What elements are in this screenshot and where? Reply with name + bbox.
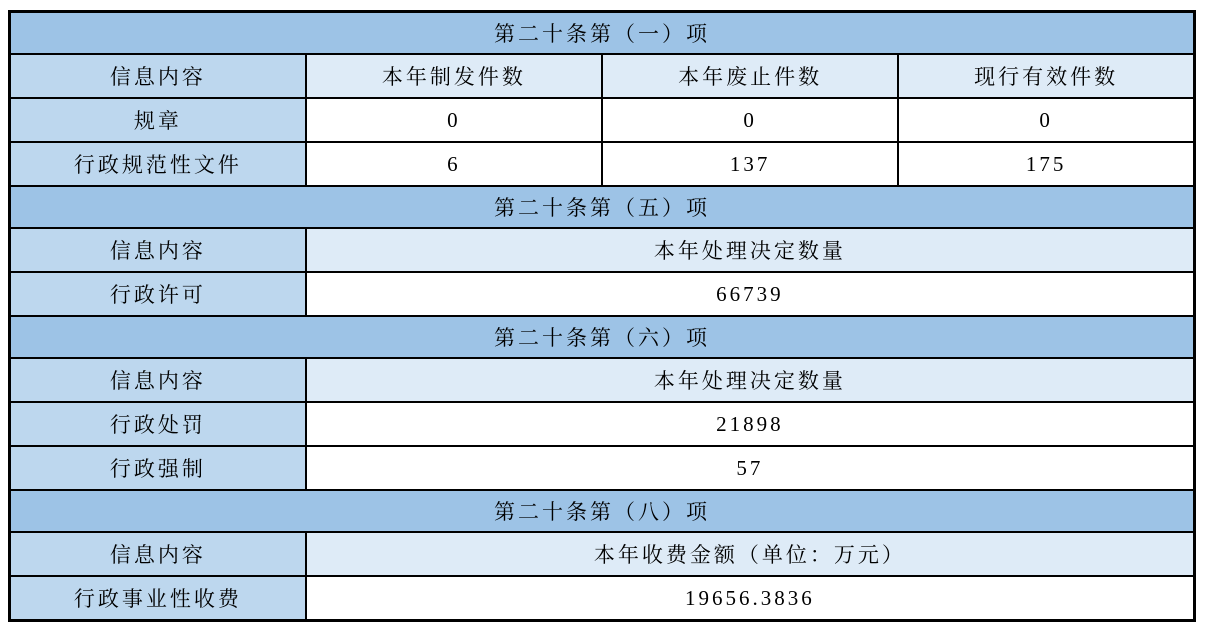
row-label-administrative-penalty: 行政处罚: [10, 402, 306, 446]
section-2-column-header-decisions: 本年处理决定数量: [306, 228, 1195, 272]
cell-value: 19656.3836: [306, 576, 1195, 621]
section-1-column-header-repealed: 本年废止件数: [602, 54, 898, 98]
section-4-info-content-label: 信息内容: [10, 532, 306, 576]
section-3-info-content-label: 信息内容: [10, 358, 306, 402]
section-3-title: 第二十条第（六）项: [10, 316, 1195, 358]
cell-value: 0: [306, 98, 602, 142]
cell-value: 0: [898, 98, 1194, 142]
cell-value: 6: [306, 142, 602, 186]
table-row: [10, 402, 1195, 446]
row-label-normative-documents: 行政规范性文件: [10, 142, 306, 186]
section-1-header-row: [10, 12, 1195, 55]
section-4-column-header-row: [10, 532, 1195, 576]
cell-value: 175: [898, 142, 1194, 186]
disclosure-report-table: [8, 10, 1196, 622]
cell-value: 137: [602, 142, 898, 186]
section-1-title: 第二十条第（一）项: [10, 12, 1195, 55]
row-label-administrative-fees: 行政事业性收费: [10, 576, 306, 621]
section-3-header-row: [10, 316, 1195, 358]
table-row: [10, 576, 1195, 621]
section-2-header-row: [10, 186, 1195, 228]
section-4-header-row: [10, 490, 1195, 532]
cell-value: 57: [306, 446, 1195, 490]
row-label-rules: 规章: [10, 98, 306, 142]
cell-value: 0: [602, 98, 898, 142]
row-label-administrative-licensing: 行政许可: [10, 272, 306, 316]
cell-value: 21898: [306, 402, 1195, 446]
row-label-administrative-coercion: 行政强制: [10, 446, 306, 490]
section-1-column-header-issued: 本年制发件数: [306, 54, 602, 98]
table-row: [10, 98, 1195, 142]
section-2-column-header-row: [10, 228, 1195, 272]
table-row: [10, 446, 1195, 490]
section-1-info-content-label: 信息内容: [10, 54, 306, 98]
section-4-title: 第二十条第（八）项: [10, 490, 1195, 532]
section-3-column-header-decisions: 本年处理决定数量: [306, 358, 1195, 402]
section-2-info-content-label: 信息内容: [10, 228, 306, 272]
section-4-column-header-fees: 本年收费金额（单位：万元）: [306, 532, 1195, 576]
section-3-column-header-row: [10, 358, 1195, 402]
section-1-column-header-row: [10, 54, 1195, 98]
table-row: [10, 142, 1195, 186]
section-2-title: 第二十条第（五）项: [10, 186, 1195, 228]
cell-value: 66739: [306, 272, 1195, 316]
section-1-column-header-in-effect: 现行有效件数: [898, 54, 1194, 98]
table-row: [10, 272, 1195, 316]
